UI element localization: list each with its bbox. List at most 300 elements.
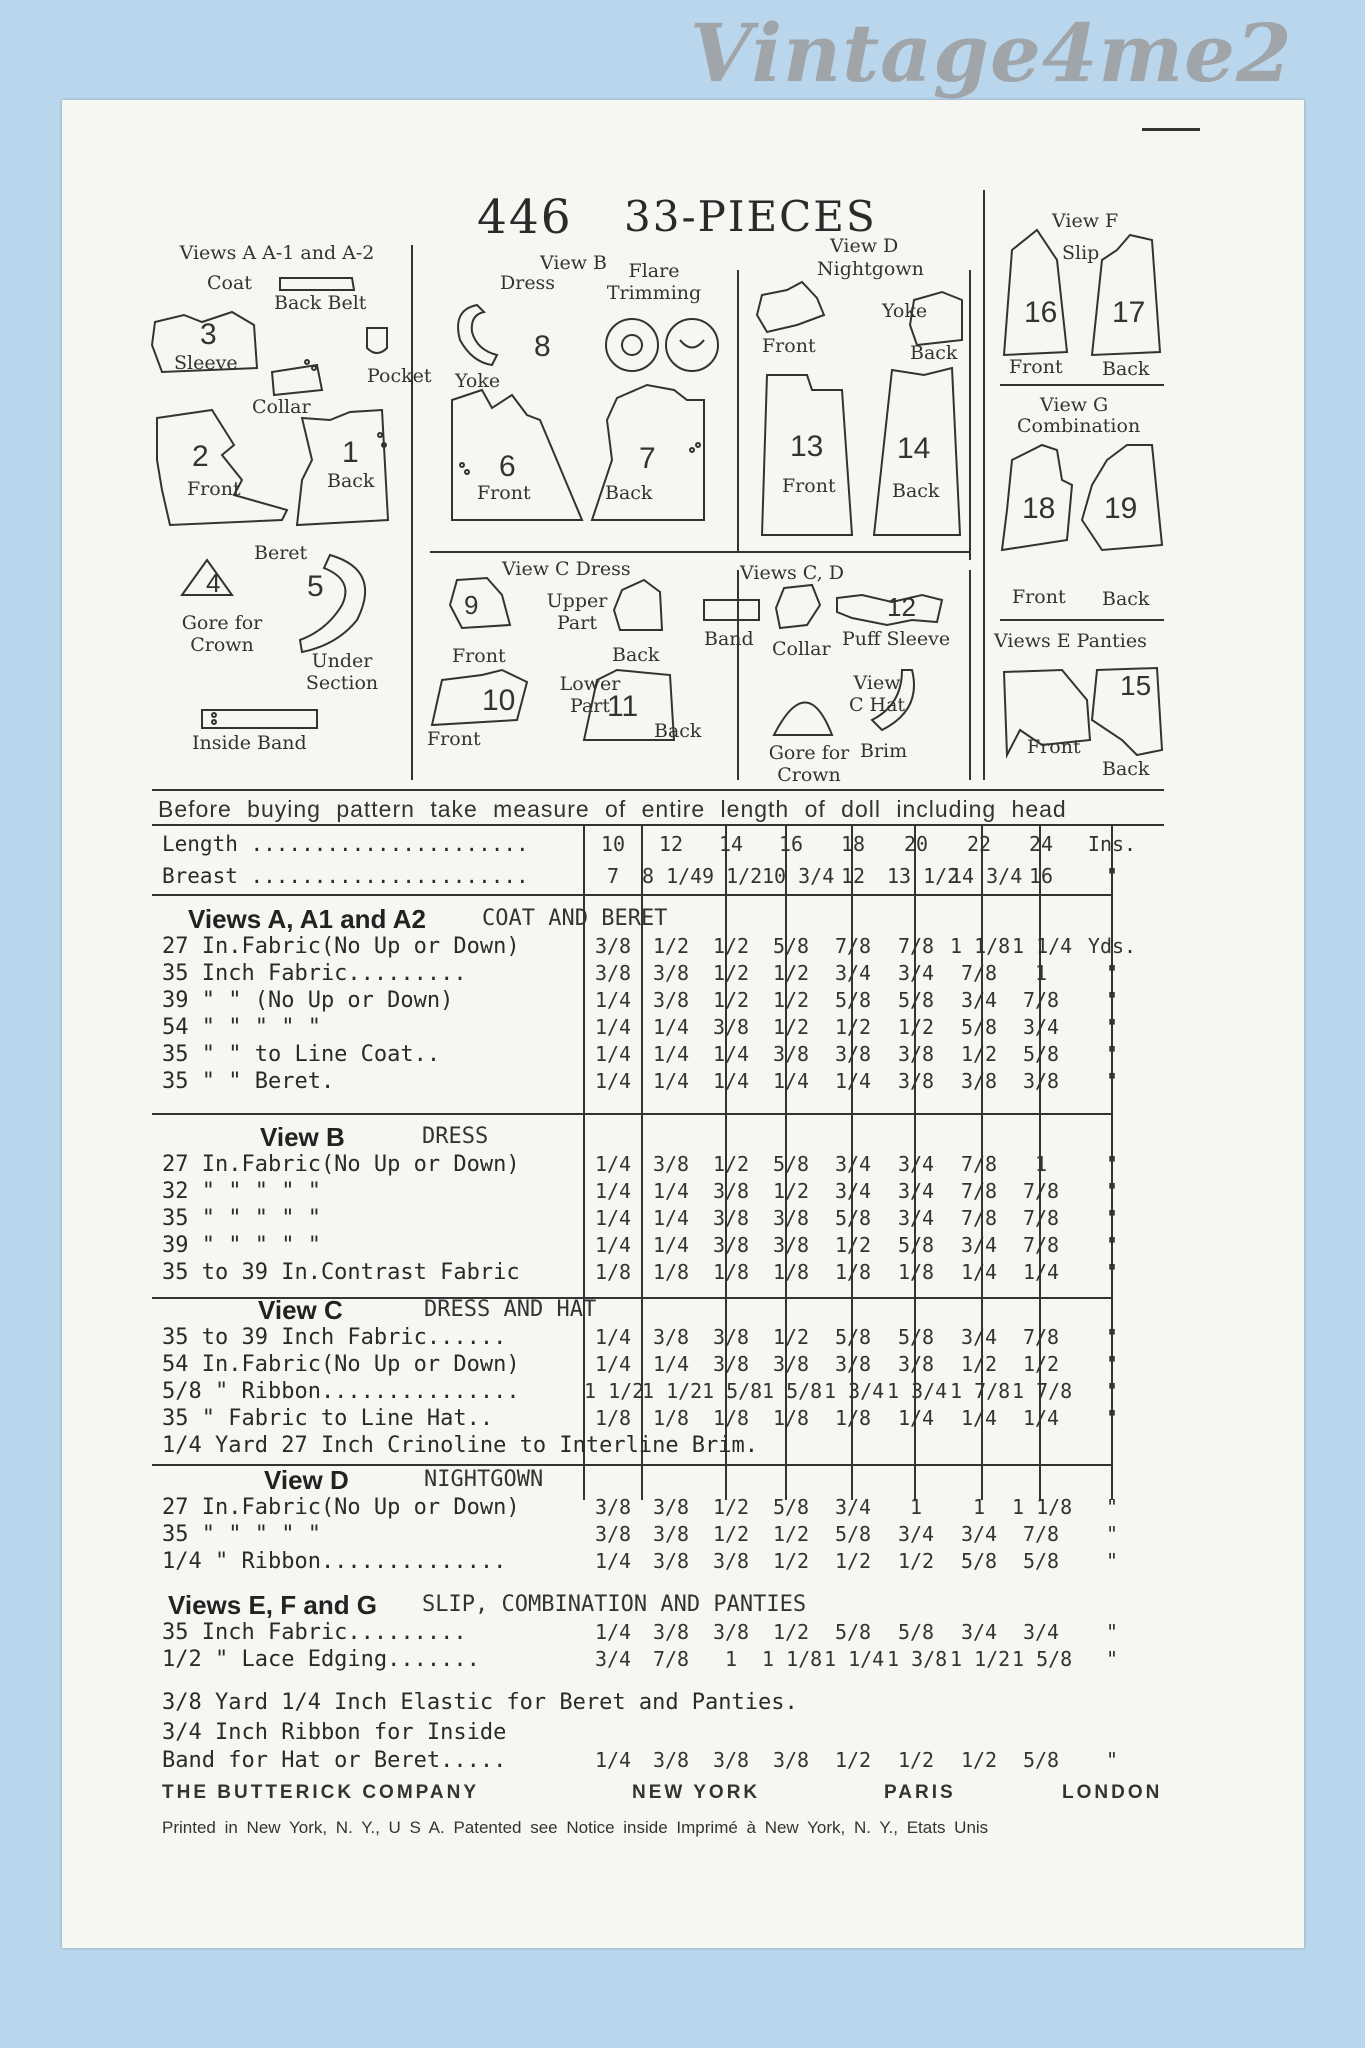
yardage-unit: Yds. xyxy=(1087,934,1137,958)
yardage-unit: " xyxy=(1105,1152,1119,1176)
yardage-row xyxy=(162,1042,1162,1069)
yardage-cell: 7/8 xyxy=(1022,1206,1060,1230)
yardage-cell: 1/2 xyxy=(712,1495,750,1519)
yardage-cell: 1/4 xyxy=(594,1352,632,1376)
view-b-label: View B xyxy=(540,252,607,274)
piece-4-number: 4 xyxy=(206,568,221,598)
yardage-cell: 3/8 xyxy=(712,1352,750,1376)
yardage-cell: 1/8 xyxy=(772,1260,810,1284)
yardage-cell: 1 3/4 xyxy=(824,1379,885,1403)
yardage-cell: 1 1/2 xyxy=(584,1379,645,1403)
yardage-cell: 1 1/4 xyxy=(824,1647,885,1671)
yardage-cell: 1/4 xyxy=(1022,1260,1060,1284)
yardage-cell: 1 xyxy=(1034,961,1048,985)
yardage-cell: 1 1/8 xyxy=(1012,1495,1073,1519)
front-label-f: Front xyxy=(1009,356,1063,378)
breast-cell: 13 1/2 xyxy=(887,864,960,888)
yardage-row xyxy=(162,1152,1162,1179)
yardage-cell: 3/4 xyxy=(897,1152,935,1176)
piece-16-number: 16 xyxy=(1024,296,1058,329)
yardage-row xyxy=(162,1522,1162,1549)
breast-cell: 12 xyxy=(840,864,866,888)
yardage-cell: 1/8 xyxy=(834,1260,872,1284)
yardage-unit: " xyxy=(1105,1522,1119,1546)
yardage-cell: 7/8 xyxy=(652,1647,690,1671)
yardage-cell: 3/4 xyxy=(834,1495,872,1519)
yardage-cell: 1/2 xyxy=(772,1549,810,1573)
yardage-cell: 7/8 xyxy=(960,1206,998,1230)
yardage-cell: 3/8 xyxy=(712,1233,750,1257)
yardage-row xyxy=(162,1260,1162,1287)
notions-block xyxy=(162,1690,1162,1780)
yardage-row-label: 35 " " to Line Coat.. xyxy=(162,1042,441,1067)
yardage-cell: 1/2 xyxy=(772,988,810,1012)
yardage-row-label: 5/8 " Ribbon............... xyxy=(162,1379,520,1404)
yardage-cell: 3/8 xyxy=(772,1233,810,1257)
piece-9-number: 9 xyxy=(464,590,479,620)
yardage-cell: 1/4 xyxy=(652,1352,690,1376)
piece-6-number: 6 xyxy=(499,450,516,483)
yardage-cell: 3/8 xyxy=(652,1620,690,1644)
yardage-cell: 3/8 xyxy=(897,1069,935,1093)
yardage-cell: 3/8 xyxy=(652,1522,690,1546)
yardage-row-label: 27 In.Fabric(No Up or Down) xyxy=(162,1495,520,1520)
yardage-row xyxy=(162,1549,1162,1576)
yardage-cell: 1/2 xyxy=(772,1620,810,1644)
section-subtitle: DRESS xyxy=(422,1124,489,1149)
breast-cell: 8 1/4 xyxy=(642,864,703,888)
notion-cell: 5/8 xyxy=(1022,1748,1060,1772)
front-label-b: Front xyxy=(477,482,531,504)
yardage-cell: 1/4 xyxy=(594,1042,632,1066)
watermark: Vintage4me2 xyxy=(690,6,1293,100)
back-label-e: Back xyxy=(1102,758,1150,780)
notion-cell: 1/2 xyxy=(834,1748,872,1772)
yardage-cell: 1/2 xyxy=(772,1015,810,1039)
measure-note: Before buying pattern take measure of entire length of doll including head xyxy=(158,796,1067,822)
yardage-cell: 1 5/8 xyxy=(1012,1647,1073,1671)
yardage-cell: 3/8 xyxy=(772,1206,810,1230)
yardage-cell: 1/4 xyxy=(594,1549,632,1573)
yardage-row-label: 35 Inch Fabric......... xyxy=(162,1620,467,1645)
yardage-cell: 1/4 xyxy=(594,1015,632,1039)
yardage-row xyxy=(162,1233,1162,1260)
front-label-c-lower: Front xyxy=(427,728,481,750)
notion-unit: " xyxy=(1105,1748,1119,1772)
yardage-cell: 1/8 xyxy=(652,1260,690,1284)
dress-label-b: Dress xyxy=(500,272,556,294)
piece-10-number: 10 xyxy=(482,684,516,717)
yardage-cell: 5/8 xyxy=(897,1620,935,1644)
yardage-cell: 3/8 xyxy=(960,1069,998,1093)
section-subtitle: COAT AND BERET xyxy=(482,906,668,931)
view-d-label: View D xyxy=(830,235,899,257)
upper-part-label: Upper Part xyxy=(546,590,608,634)
yardage-cell: 1/2 xyxy=(772,961,810,985)
under-section-label: Under Section xyxy=(305,650,379,694)
yardage-cell: 5/8 xyxy=(1022,1042,1060,1066)
yardage-cell: 3/4 xyxy=(960,1620,998,1644)
yardage-cell: 1/2 xyxy=(960,1352,998,1376)
front-label-a: Front xyxy=(187,478,241,500)
printed-notice: Printed in New York, N. Y., U S A. Patented see Notice inside Imprimé à New York, N. Y., Etats Unis xyxy=(162,1818,989,1837)
yardage-row-label: 1/2 " Lace Edging....... xyxy=(162,1647,480,1672)
yardage-cell: 3/8 xyxy=(652,1549,690,1573)
slip-label: Slip xyxy=(1062,242,1100,264)
piece-14-number: 14 xyxy=(897,432,931,465)
yardage-cell: 7/8 xyxy=(1022,1233,1060,1257)
yardage-cell: 1 xyxy=(909,1495,923,1519)
yardage-cell: 1/4 xyxy=(594,1233,632,1257)
breast-cell: 16 xyxy=(1028,864,1054,888)
front-label-g: Front xyxy=(1012,586,1066,608)
yardage-cell: 3/4 xyxy=(834,1179,872,1203)
yardage-row xyxy=(162,1069,1162,1096)
yardage-cell: 1 xyxy=(1034,1152,1048,1176)
views-e-panties-label: Views E Panties xyxy=(994,630,1147,652)
yardage-cell: 3/8 xyxy=(712,1620,750,1644)
yardage-cell: 3/8 xyxy=(712,1549,750,1573)
length-cell: 16 xyxy=(778,832,804,856)
yardage-row xyxy=(162,1433,1162,1460)
units-ins: Ins. xyxy=(1087,832,1137,856)
flare-trimming-label: Flare Trimming xyxy=(606,260,702,304)
piece-3-number: 3 xyxy=(200,318,217,351)
lower-part-label: Lower Part xyxy=(559,673,621,717)
yardage-cell: 3/8 xyxy=(594,961,632,985)
yardage-cell: 3/8 xyxy=(897,1352,935,1376)
yardage-cell: 1/4 xyxy=(652,1015,690,1039)
front-label-e: Front xyxy=(1027,736,1081,758)
breast-cell: 7 xyxy=(606,864,620,888)
yardage-cell: 1/2 xyxy=(1022,1352,1060,1376)
yardage-row xyxy=(162,1179,1162,1206)
yardage-cell: 1 1/2 xyxy=(642,1379,703,1403)
yardage-cell: 1/8 xyxy=(652,1406,690,1430)
yardage-unit: " xyxy=(1105,1260,1119,1284)
yardage-unit: " xyxy=(1105,1495,1119,1519)
yardage-row-label: 39 " " (No Up or Down) xyxy=(162,988,454,1013)
yardage-cell: 3/4 xyxy=(897,1206,935,1230)
yardage-cell: 7/8 xyxy=(834,934,872,958)
yardage-cell: 3/8 xyxy=(594,1522,632,1546)
length-cell: 24 xyxy=(1028,832,1054,856)
section-subtitle: DRESS AND HAT xyxy=(424,1297,597,1322)
yardage-row-label: 1/4 Yard 27 Inch Crinoline to Interline Brim. xyxy=(162,1433,759,1458)
yardage-cell: 5/8 xyxy=(834,1206,872,1230)
yardage-unit: " xyxy=(1105,988,1119,1012)
view-g-label: View G xyxy=(1040,394,1109,416)
yardage-cell: 5/8 xyxy=(834,1522,872,1546)
yardage-cell: 3/4 xyxy=(1022,1620,1060,1644)
yardage-cell: 1/4 xyxy=(1022,1406,1060,1430)
yardage-cell: 1/4 xyxy=(594,1152,632,1176)
yardage-cell: 5/8 xyxy=(897,1325,935,1349)
piece-18-number: 18 xyxy=(1022,492,1056,525)
size-table xyxy=(162,832,1162,892)
section-title: View B xyxy=(260,1122,345,1152)
yardage-cell: 1/4 xyxy=(652,1233,690,1257)
yardage-cell: 3/8 xyxy=(652,961,690,985)
yardage-unit: " xyxy=(1105,1647,1119,1671)
band-label: Band xyxy=(704,628,754,650)
length-cell: 14 xyxy=(718,832,744,856)
gore-crown-label: Gore for Crown xyxy=(181,612,263,656)
yardage-row-label: 54 In.Fabric(No Up or Down) xyxy=(162,1352,520,1377)
yardage-row xyxy=(162,1620,1162,1647)
back-label-f: Back xyxy=(1102,358,1150,380)
yardage-unit: " xyxy=(1105,961,1119,985)
yardage-cell: 1/8 xyxy=(897,1260,935,1284)
view-c-hat-label: View C Hat xyxy=(848,672,906,716)
yardage-sections xyxy=(162,900,1162,1780)
piece-19-number: 19 xyxy=(1104,492,1138,525)
length-cell: 10 xyxy=(600,832,626,856)
yardage-cell: 1/8 xyxy=(712,1406,750,1430)
breast-cell: 10 3/4 xyxy=(762,864,835,888)
yardage-cell: 1 xyxy=(972,1495,986,1519)
yardage-row-label: 27 In.Fabric(No Up or Down) xyxy=(162,1152,520,1177)
back-label-g: Back xyxy=(1102,588,1150,610)
yardage-cell: 1/2 xyxy=(712,961,750,985)
yardage-row-label: 35 " " Beret. xyxy=(162,1069,335,1094)
yardage-cell: 1 3/4 xyxy=(887,1379,948,1403)
yardage-cell: 3/8 xyxy=(652,1495,690,1519)
yardage-cell: 1/4 xyxy=(712,1042,750,1066)
yardage-cell: 1/4 xyxy=(594,988,632,1012)
yardage-cell: 7/8 xyxy=(960,1152,998,1176)
yardage-cell: 5/8 xyxy=(897,1233,935,1257)
yardage-cell: 1/4 xyxy=(594,1620,632,1644)
yardage-row xyxy=(162,1325,1162,1352)
yardage-row xyxy=(162,961,1162,988)
yardage-cell: 1 3/8 xyxy=(887,1647,948,1671)
yardage-cell: 3/4 xyxy=(834,1152,872,1176)
yardage-cell: 5/8 xyxy=(772,1152,810,1176)
piece-15-number: 15 xyxy=(1120,670,1152,701)
yardage-cell: 3/8 xyxy=(772,1352,810,1376)
yardage-cell: 3/8 xyxy=(834,1042,872,1066)
piece-12-number: 12 xyxy=(887,592,916,622)
yardage-row xyxy=(162,1206,1162,1233)
yardage-cell: 1/2 xyxy=(960,1042,998,1066)
breast-label: Breast ...................... xyxy=(162,864,529,888)
yardage-unit: " xyxy=(1105,1325,1119,1349)
city-new-york: NEW YORK xyxy=(632,1782,761,1803)
yardage-cell: 3/4 xyxy=(897,1522,935,1546)
yardage-cell: 1 xyxy=(724,1647,738,1671)
yardage-row xyxy=(162,988,1162,1015)
yardage-unit: " xyxy=(1105,1352,1119,1376)
collar-label-cd: Collar xyxy=(772,638,831,660)
yardage-cell: 1/8 xyxy=(712,1260,750,1284)
yardage-cell: 7/8 xyxy=(1022,1179,1060,1203)
view-f-label: View F xyxy=(1052,210,1119,232)
yardage-cell: 1/4 xyxy=(594,1325,632,1349)
yardage-cell: 3/4 xyxy=(960,1522,998,1546)
breast-row xyxy=(162,864,1162,891)
yardage-cell: 1/4 xyxy=(712,1069,750,1093)
ribbon-text-1: 3/4 Inch Ribbon for Inside xyxy=(162,1720,507,1745)
yardage-unit: " xyxy=(1105,1069,1119,1093)
yardage-cell: 5/8 xyxy=(834,1620,872,1644)
back-label-b: Back xyxy=(605,482,653,504)
pattern-number: 446 xyxy=(477,190,573,245)
front-label-d: Front xyxy=(782,475,836,497)
yardage-cell: 3/8 xyxy=(1022,1069,1060,1093)
yardage-cell: 1/4 xyxy=(594,1069,632,1093)
yardage-cell: 1/2 xyxy=(897,1015,935,1039)
notion-cell: 1/2 xyxy=(897,1748,935,1772)
back-label-c-lower: Back xyxy=(654,720,702,742)
yardage-cell: 3/4 xyxy=(1022,1015,1060,1039)
yardage-cell: 7/8 xyxy=(1022,1325,1060,1349)
piece-11-number: 11 xyxy=(607,690,639,723)
notion-cell: 3/8 xyxy=(652,1748,690,1772)
combination-label: Combination xyxy=(1017,415,1141,437)
yardage-cell: 1/2 xyxy=(772,1325,810,1349)
section-subtitle: NIGHTGOWN xyxy=(424,1467,544,1492)
units-quote: " xyxy=(1105,864,1119,888)
yardage-cell: 3/4 xyxy=(594,1647,632,1671)
yardage-cell: 7/8 xyxy=(1022,1522,1060,1546)
yardage-row-label: 35 " " " " " xyxy=(162,1522,321,1547)
yardage-cell: 1/2 xyxy=(712,934,750,958)
yardage-cell: 1/4 xyxy=(594,1179,632,1203)
yardage-row-label: 35 to 39 Inch Fabric...... xyxy=(162,1325,507,1350)
yardage-cell: 3/8 xyxy=(712,1179,750,1203)
yardage-cell: 3/4 xyxy=(897,1179,935,1203)
inside-band-label: Inside Band xyxy=(192,732,307,754)
yardage-row-label: 27 In.Fabric(No Up or Down) xyxy=(162,934,520,959)
yardage-row-label: 35 Inch Fabric......... xyxy=(162,961,467,986)
yardage-cell: 5/8 xyxy=(834,988,872,1012)
yardage-row xyxy=(162,1015,1162,1042)
yardage-cell: 1/2 xyxy=(712,1152,750,1176)
yardage-cell: 5/8 xyxy=(897,988,935,1012)
breast-cell: 9 1/2 xyxy=(702,864,763,888)
back-label-d: Back xyxy=(892,480,940,502)
section-title: View D xyxy=(264,1465,349,1495)
yardage-cell: 1 5/8 xyxy=(702,1379,763,1403)
section-title: Views A, A1 and A2 xyxy=(188,904,426,934)
yardage-cell: 5/8 xyxy=(772,1495,810,1519)
breast-cell: 14 3/4 xyxy=(950,864,1023,888)
yardage-row xyxy=(162,1379,1162,1406)
piece-5-number: 5 xyxy=(307,570,324,603)
views-cd-label: Views C, D xyxy=(740,562,844,584)
yardage-cell: 1 1/2 xyxy=(950,1647,1011,1671)
piece-13-number: 13 xyxy=(790,430,824,463)
company-name: THE BUTTERICK COMPANY xyxy=(162,1782,480,1803)
piece-7-number: 7 xyxy=(639,442,656,475)
yardage-cell: 1/8 xyxy=(834,1406,872,1430)
length-cell: 12 xyxy=(658,832,684,856)
yardage-cell: 3/8 xyxy=(712,1015,750,1039)
yardage-cell: 3/8 xyxy=(652,1325,690,1349)
yardage-cell: 3/8 xyxy=(712,1206,750,1230)
yardage-cell: 3/8 xyxy=(712,1325,750,1349)
yardage-cell: 1/8 xyxy=(594,1406,632,1430)
yardage-unit: " xyxy=(1105,1233,1119,1257)
yardage-cell: 1/2 xyxy=(834,1015,872,1039)
city-london: LONDON xyxy=(1062,1782,1163,1803)
yardage-cell: 1/2 xyxy=(712,988,750,1012)
back-belt-label: Back Belt xyxy=(274,292,367,314)
notion-cell: 1/2 xyxy=(960,1748,998,1772)
yardage-cell: 1 1/8 xyxy=(762,1647,823,1671)
yardage-cell: 5/8 xyxy=(834,1325,872,1349)
city-paris: PARIS xyxy=(884,1782,956,1803)
yardage-cell: 1/8 xyxy=(772,1406,810,1430)
notion-cell: 3/8 xyxy=(772,1748,810,1772)
yardage-row xyxy=(162,1406,1162,1433)
ribbon-row-2 xyxy=(162,1748,1162,1775)
gore-crown-hat-label: Gore for Crown xyxy=(768,742,850,786)
coat-label: Coat xyxy=(207,272,252,294)
yardage-unit: " xyxy=(1105,1406,1119,1430)
yardage-row-label: 54 " " " " " xyxy=(162,1015,321,1040)
yardage-row-label: 32 " " " " " xyxy=(162,1179,321,1204)
view-c-dress-label: View C Dress xyxy=(502,558,631,580)
yardage-cell: 3/8 xyxy=(772,1042,810,1066)
yardage-unit: " xyxy=(1105,1042,1119,1066)
yardage-row-label: 1/4 " Ribbon.............. xyxy=(162,1549,507,1574)
yardage-cell: 7/8 xyxy=(897,934,935,958)
yardage-cell: 5/8 xyxy=(960,1549,998,1573)
section-subtitle: SLIP, COMBINATION AND PANTIES xyxy=(422,1592,807,1617)
back-label-d-yoke: Back xyxy=(910,342,958,364)
brim-label: Brim xyxy=(860,740,908,762)
yardage-cell: 1/2 xyxy=(652,934,690,958)
yardage-cell: 1/8 xyxy=(594,1260,632,1284)
yardage-cell: 1/4 xyxy=(652,1069,690,1093)
yardage-cell: 3/4 xyxy=(834,961,872,985)
yardage-row-label: 35 " Fabric to Line Hat.. xyxy=(162,1406,494,1431)
puff-sleeve-label: Puff Sleeve xyxy=(842,628,951,650)
yardage-cell: 3/4 xyxy=(960,988,998,1012)
sleeve-label: Sleeve xyxy=(174,352,238,374)
yardage-cell: 3/8 xyxy=(652,988,690,1012)
piece-17-number: 17 xyxy=(1112,296,1146,329)
yardage-cell: 7/8 xyxy=(960,1179,998,1203)
yardage-cell: 5/8 xyxy=(960,1015,998,1039)
ribbon-text-2: Band for Hat or Beret..... xyxy=(162,1748,507,1773)
yardage-row xyxy=(162,1647,1162,1674)
pattern-envelope-back xyxy=(62,100,1304,1948)
yardage-cell: 7/8 xyxy=(1022,988,1060,1012)
yardage-cell: 1 1/4 xyxy=(1012,934,1073,958)
views-a-title: Views A A-1 and A-2 xyxy=(179,242,375,264)
yardage-cell: 1/4 xyxy=(834,1069,872,1093)
yardage-row xyxy=(162,1495,1162,1522)
yardage-cell: 3/8 xyxy=(594,1495,632,1519)
yardage-cell: 1/2 xyxy=(834,1233,872,1257)
section-title: View C xyxy=(258,1295,343,1325)
piece-1-number: 1 xyxy=(342,436,359,469)
section-title: Views E, F and G xyxy=(168,1590,378,1620)
yardage-cell: 3/8 xyxy=(594,934,632,958)
yoke-label-b: Yoke xyxy=(455,370,501,392)
yardage-cell: 1/4 xyxy=(652,1206,690,1230)
yardage-cell: 3/8 xyxy=(834,1352,872,1376)
collar-label: Collar xyxy=(252,396,311,418)
front-label-d-yoke: Front xyxy=(762,335,816,357)
yardage-unit: " xyxy=(1105,1379,1119,1403)
notion-cell: 3/8 xyxy=(712,1748,750,1772)
yardage-cell: 1/4 xyxy=(652,1179,690,1203)
piece-2-number: 2 xyxy=(192,440,209,473)
